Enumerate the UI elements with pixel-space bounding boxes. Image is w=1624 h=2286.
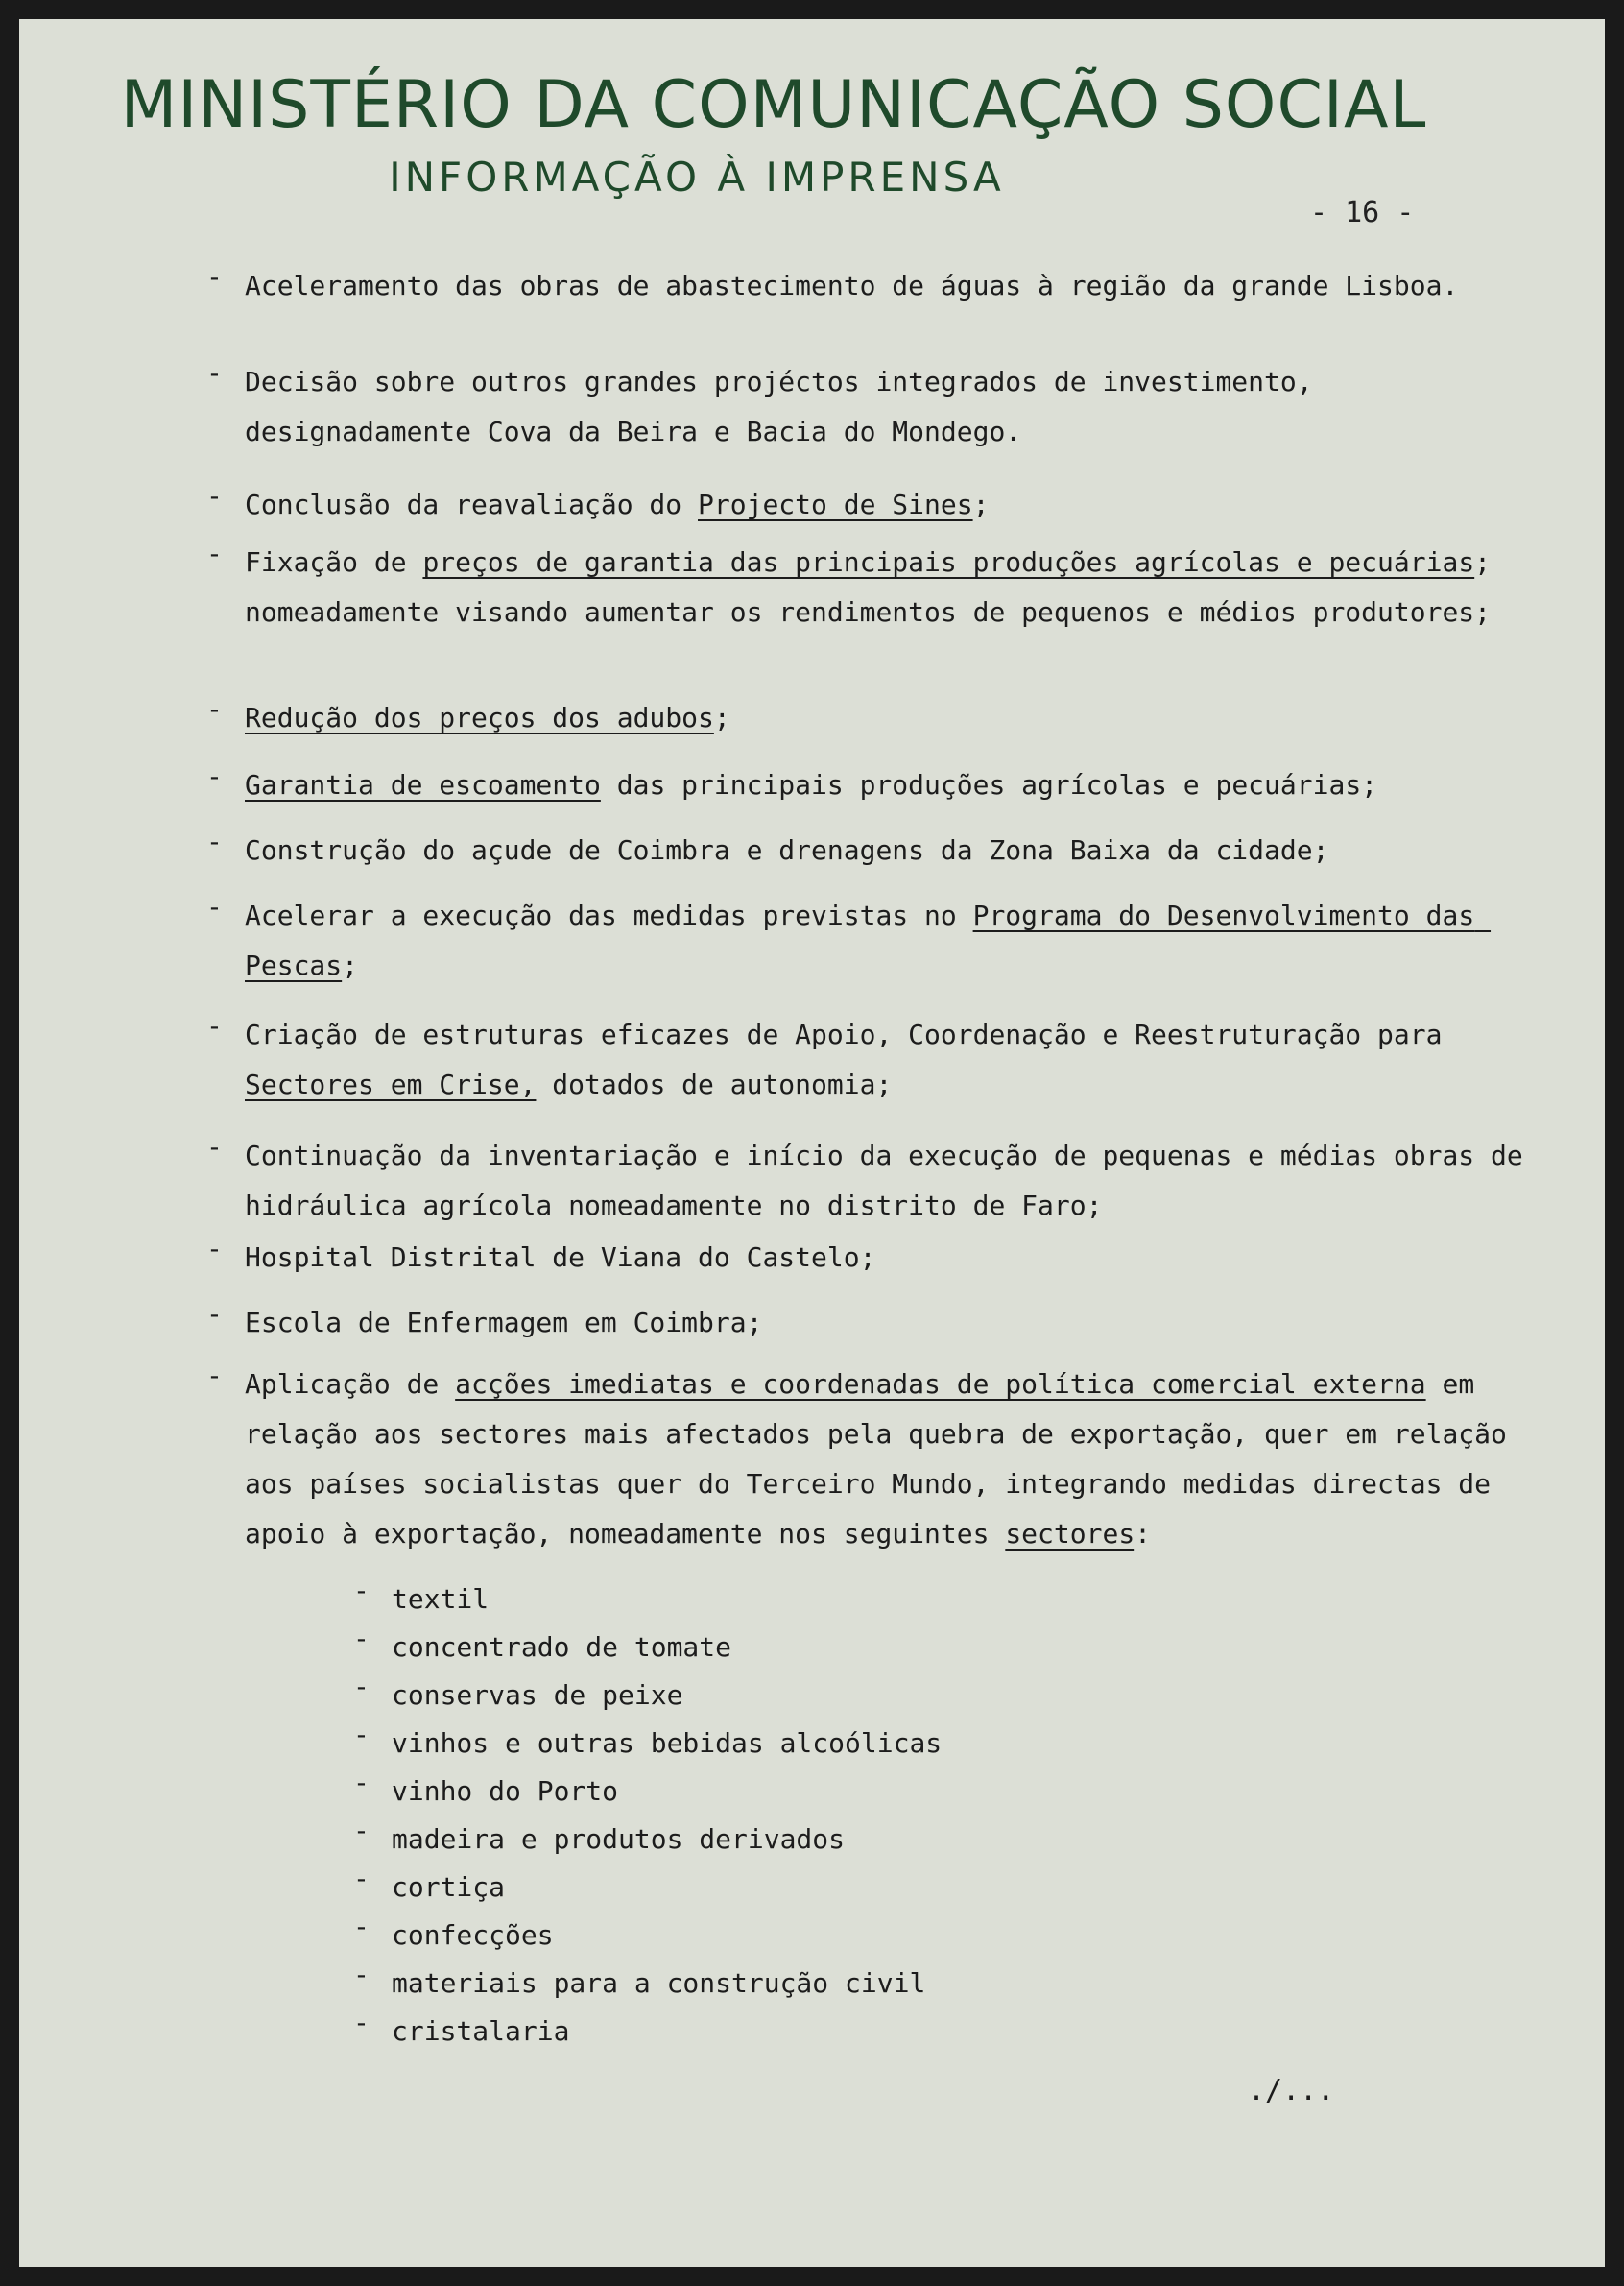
bullet-dash: - xyxy=(206,1233,223,1264)
list-item xyxy=(206,1010,1550,1110)
text-run: Aceleramento das obras de abastecimento de águas à região da grande Lisboa. xyxy=(245,270,1459,301)
list-item-text xyxy=(245,1298,1550,1348)
list-item-text xyxy=(245,357,1550,457)
bullet-dash: - xyxy=(353,1623,370,1654)
text-run: : xyxy=(1134,1518,1152,1550)
bullet-dash: - xyxy=(353,1575,370,1606)
underlined-phrase: Garantia de escoamento xyxy=(245,769,601,801)
sector-item xyxy=(353,1623,731,1672)
list-item xyxy=(206,1131,1550,1231)
bullet-dash: - xyxy=(206,261,223,293)
bullet-dash: - xyxy=(353,1959,370,1990)
continuation-mark: ./... xyxy=(1248,2074,1335,2107)
text-run: Aplicação de xyxy=(245,1368,456,1400)
text-run: em relação aos sectores mais afectados pela quebra de exportação, quer em relação aos países socialistas quer do Terceiro Mundo, integrando medidas directas de apoio à exportação, nomeadamente nos seguintes xyxy=(245,1368,1523,1550)
bullet-dash: - xyxy=(206,826,223,857)
list-item xyxy=(206,891,1550,991)
sector-item-text: vinho do Porto xyxy=(392,1775,619,1807)
sector-item-text: cristalaria xyxy=(392,2015,570,2047)
list-item-text xyxy=(245,760,1550,810)
bullet-dash: - xyxy=(353,1671,370,1702)
text-run: ; nomeadamente visando aumentar os rendimentos de pequenos e médios produtores; xyxy=(245,546,1507,628)
underlined-phrase: sectores xyxy=(1005,1518,1135,1550)
list-item xyxy=(206,1360,1550,1559)
sector-item-text: vinhos e outras bebidas alcoólicas xyxy=(392,1727,943,1759)
bullet-dash: - xyxy=(353,1911,370,1942)
bullet-dash: - xyxy=(353,1863,370,1894)
list-item-text xyxy=(245,693,1550,743)
sector-item-text: confecções xyxy=(392,1919,554,1951)
list-item xyxy=(206,826,1550,876)
bullet-dash: - xyxy=(206,1010,223,1042)
text-run: ; xyxy=(713,702,730,734)
sector-item xyxy=(353,1767,618,1817)
list-item xyxy=(206,480,1550,530)
list-item-text xyxy=(245,1233,1550,1283)
list-item xyxy=(206,1233,1550,1283)
text-run: Escola de Enfermagem em Coimbra; xyxy=(245,1307,763,1338)
bullet-dash: - xyxy=(353,1767,370,1798)
underlined-phrase: Redução dos preços dos adubos xyxy=(245,702,714,734)
bullet-dash: - xyxy=(206,538,223,569)
sector-item-text: madeira e produtos derivados xyxy=(392,1823,846,1855)
bullet-dash: - xyxy=(353,1719,370,1750)
sector-item-text: materiais para a construção civil xyxy=(392,1967,926,1999)
bullet-dash: - xyxy=(206,1298,223,1330)
bullet-dash: - xyxy=(206,760,223,792)
text-run: ; xyxy=(342,950,359,981)
text-run: Hospital Distrital de Viana do Castelo; xyxy=(245,1241,876,1273)
list-item-text xyxy=(245,261,1550,311)
sector-item xyxy=(353,1863,505,1913)
text-run: das principais produções agrícolas e pecuárias; xyxy=(600,769,1378,801)
list-item xyxy=(206,1298,1550,1348)
text-run: Acelerar a execução das medidas previstas no xyxy=(245,900,973,931)
text-run: Construção do açude de Coimbra e drenagens da Zona Baixa da cidade; xyxy=(245,834,1329,866)
sector-item xyxy=(353,1719,942,1769)
underlined-phrase: Projecto de Sines xyxy=(698,489,973,520)
ministry-title: MINISTÉRIO DA COMUNICAÇÃO SOCIAL xyxy=(120,67,1427,143)
list-item xyxy=(206,693,1550,743)
list-item-text xyxy=(245,1010,1550,1110)
sector-item xyxy=(353,1671,682,1721)
bullet-dash: - xyxy=(353,1815,370,1846)
list-item xyxy=(206,538,1550,638)
sector-item-text: cortiça xyxy=(392,1871,506,1903)
bullet-dash: - xyxy=(206,480,223,512)
bullet-dash: - xyxy=(206,1360,223,1391)
list-item-text xyxy=(245,1360,1550,1559)
text-run: Conclusão da reavaliação do xyxy=(245,489,699,520)
bullet-dash: - xyxy=(206,891,223,923)
list-item xyxy=(206,261,1550,311)
sector-item-text: conservas de peixe xyxy=(392,1679,683,1711)
underlined-phrase: acções imediatas e coordenadas de política comercial externa xyxy=(455,1368,1426,1400)
bullet-dash: - xyxy=(206,357,223,389)
list-item-text xyxy=(245,826,1550,876)
text-run: Criação de estruturas eficazes de Apoio, Coordenação e Reestruturação para xyxy=(245,1019,1459,1050)
list-item-text xyxy=(245,1131,1550,1231)
sector-item xyxy=(353,1959,925,2009)
bullet-dash: - xyxy=(206,693,223,725)
sector-item xyxy=(353,1911,554,1961)
page-number: - 16 - xyxy=(1310,196,1415,229)
text-run: Fixação de xyxy=(245,546,423,578)
list-item-text xyxy=(245,538,1550,638)
sector-item-text: textil xyxy=(392,1583,490,1615)
sector-item xyxy=(353,2007,569,2057)
underlined-phrase: Programa do Desenvolvimento das Pescas xyxy=(245,900,1492,981)
underlined-phrase: Sectores em Crise, xyxy=(245,1069,537,1100)
bullet-dash: - xyxy=(206,1131,223,1163)
sector-item xyxy=(353,1575,489,1624)
department-title: INFORMAÇÃO À IMPRENSA xyxy=(389,154,1005,201)
text-run: Decisão sobre outros grandes projéctos integrados de investimento, designadamente Cova da Beira e Bacia do Mondego. xyxy=(245,366,1329,447)
list-item xyxy=(206,357,1550,457)
list-item xyxy=(206,760,1550,810)
sector-item xyxy=(353,1815,845,1865)
list-item-text xyxy=(245,480,1550,530)
text-run: Continuação da inventariação e início da execução de pequenas e médias obras de hidráulica agrícola nomeadamente no distrito de Faro; xyxy=(245,1140,1540,1221)
text-run: dotados de autonomia; xyxy=(536,1069,893,1100)
sector-item-text: concentrado de tomate xyxy=(392,1631,732,1663)
list-item-text xyxy=(245,891,1550,991)
text-run: ; xyxy=(972,489,990,520)
underlined-phrase: preços de garantia das principais produções agrícolas e pecuárias xyxy=(422,546,1475,578)
bullet-dash: - xyxy=(353,2007,370,2038)
